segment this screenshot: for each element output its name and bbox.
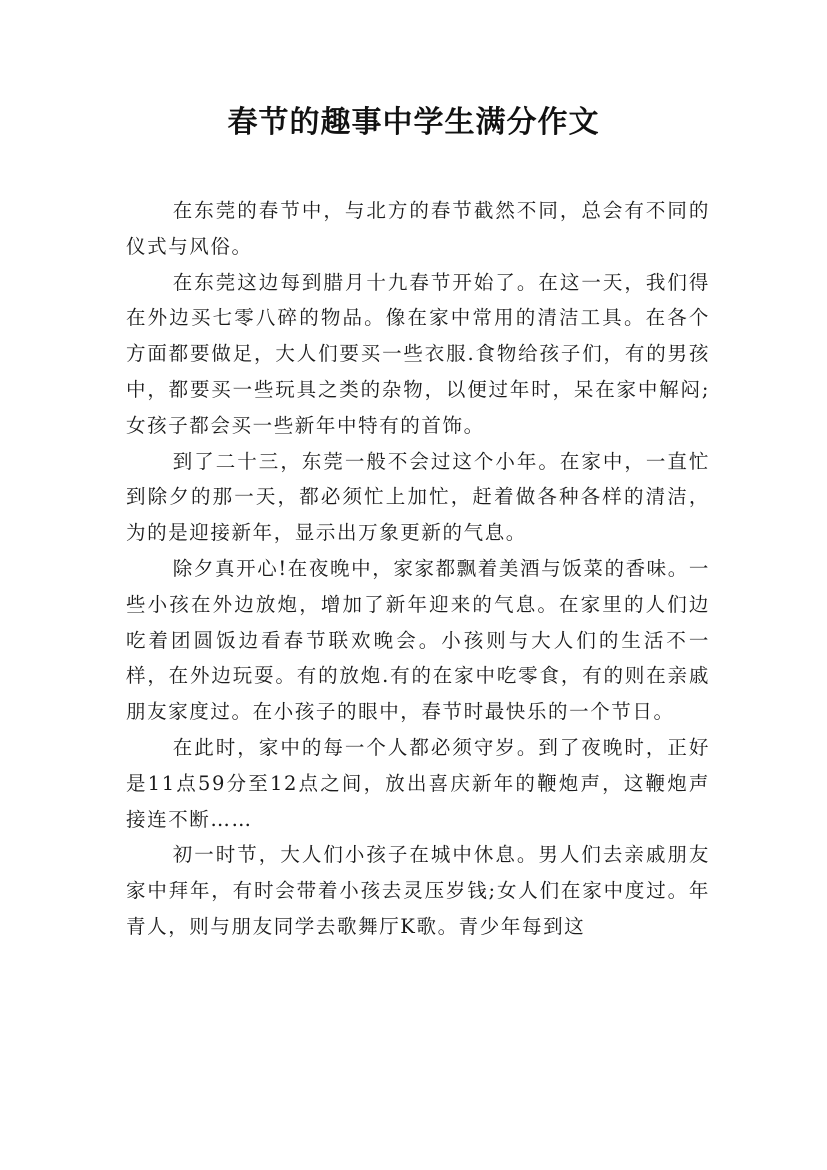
- paragraph: 除夕真开心!在夜晚中，家家都飘着美酒与饭菜的香味。一些小孩在外边放炮，增加了新年迎来的气息。在家里的人们边吃着团圆饭边看春节联欢晚会。小孩则与大人们的生活不一样，在外边玩耍。有的放炮.有的在家中吃零食，有的则在亲戚朋友家度过。在小孩子的眼中，春节时最快乐的一个节日。: [126, 556, 710, 724]
- paragraph: 在此时，家中的每一个人都必须守岁。到了夜晚时，正好是11点59分至12点之间，放出喜庆新年的鞭炮声，这鞭炮声接连不断……: [126, 735, 710, 831]
- paragraph: 在东莞这边每到腊月十九春节开始了。在这一天，我们得在外边买七零八碎的物品。像在家中常用的清洁工具。在各个方面都要做足，大人们要买一些衣服.食物给孩子们，有的男孩中，都要买一些玩具之类的杂物，以便过年时，呆在家中解闷;女孩子都会买一些新年中特有的首饰。: [126, 270, 710, 437]
- document-body: [126, 193, 710, 945]
- document-title: 春节的趣事中学生满分作文: [227, 105, 600, 140]
- paragraph: 初一时节，大人们小孩子在城中休息。男人们去亲戚朋友家中拜年，有时会带着小孩去灵压岁钱;女人们在家中度过。年青人，则与朋友同学去歌舞厅K歌。青少年每到这: [126, 843, 710, 938]
- paragraph: 在东莞的春节中，与北方的春节截然不同，总会有不同的仪式与风俗。: [126, 199, 710, 258]
- paragraph: 到了二十三，东莞一般不会过这个小年。在家中，一直忙到除夕的那一天，都必须忙上加忙，赶着做各种各样的清洁，为的是迎接新年，显示出万象更新的气息。: [126, 449, 710, 545]
